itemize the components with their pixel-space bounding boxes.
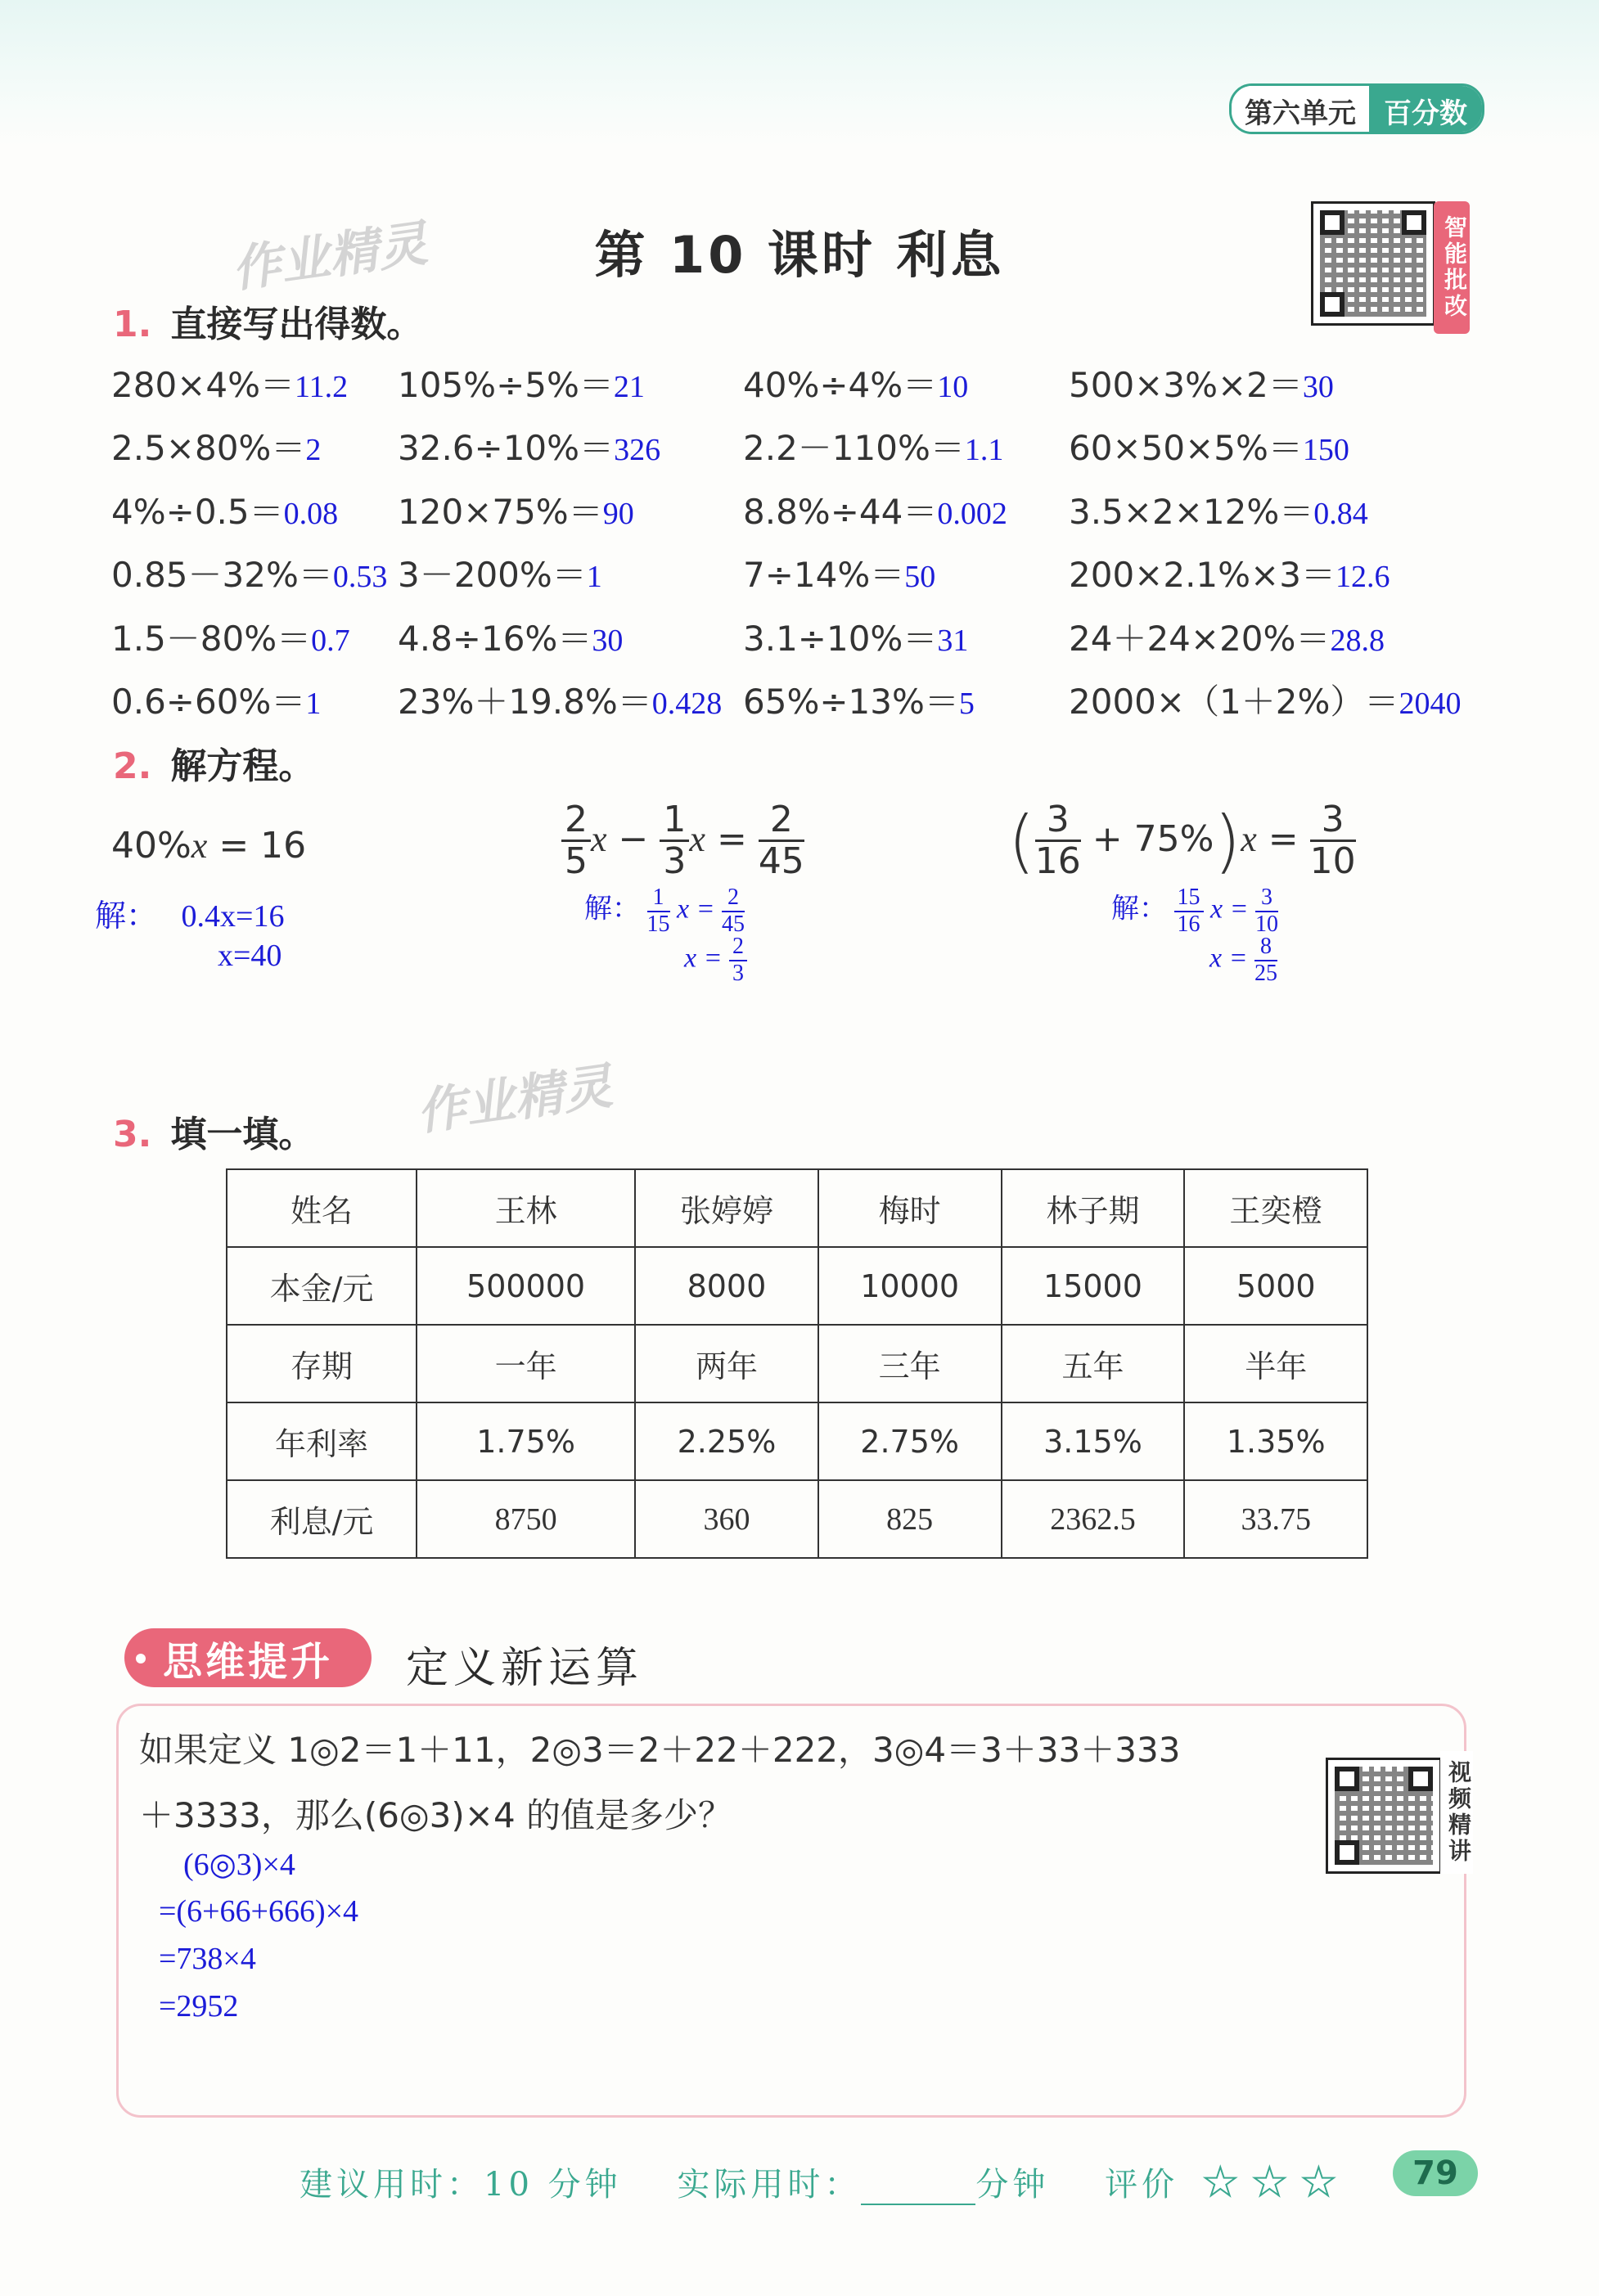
frac-den: 10 [1255,911,1279,937]
problem-line-1: 如果定义 1◎2＝1＋11，2◎3＝2＋22＋222，3◎4＝3＋33＋333 [139,1730,1181,1770]
calc-item [398,421,660,470]
calc-answer[interactable]: 1 [586,560,602,595]
watermark: 作业精灵 [412,1057,616,1142]
interest-answer[interactable]: 2362.5 [1002,1480,1185,1558]
calc-answer[interactable]: 2 [305,433,322,468]
calc-question: 32.6÷10%＝ [398,428,615,469]
eq2-var: x [591,818,607,859]
calc-question: 4%÷0.5＝ [111,491,284,532]
calc-item [1069,548,1390,597]
calc-answer[interactable]: 1.1 [964,433,1004,468]
work-line: =2952 [159,1989,239,2024]
footer [300,2159,1340,2205]
calc-question: 0.85－32%＝ [111,555,333,596]
badge-dot-icon [136,1654,146,1663]
page-number: 79 [1393,2150,1478,2196]
suggested-time: 建议用时：10 分钟 [300,2166,622,2204]
calc-item [743,485,1007,534]
think-title: 定义新运算 [406,1644,644,1693]
watermark: 作业精灵 [227,214,431,299]
calc-question: 1.5－80%＝ [111,618,312,659]
calc-answer[interactable]: 0.428 [651,687,723,721]
table-cell: 利息/元 [227,1480,417,1558]
frac-num: 2 [722,885,745,912]
calc-item [111,548,387,597]
calc-question: 40%÷4%＝ [743,365,938,405]
qr-code-icon[interactable] [1326,1758,1442,1874]
eq2-minus: − [618,817,649,860]
eq1-rhs: = 16 [218,825,307,867]
table-cell: 15000 [1002,1247,1185,1325]
section-title: 填一填。 [170,1114,315,1155]
calc-answer[interactable]: 2040 [1399,687,1462,721]
calc-answer[interactable]: 31 [937,623,969,658]
calc-answer[interactable]: 1 [305,687,322,721]
eq3-var: x [1241,818,1257,859]
eq3-step2-mid: x = [1209,943,1248,974]
topic-label: 百分数 [1369,86,1482,132]
table-cell: 3.15% [1002,1402,1185,1480]
calc-answer[interactable]: 0.08 [283,496,339,531]
calc-question: 7÷14%＝ [743,555,905,596]
calc-item [398,485,634,534]
table-cell: 500000 [417,1247,635,1325]
interest-answer[interactable]: 825 [818,1480,1002,1558]
qr-grading-label: 智能批改 [1434,201,1470,334]
table-cell: 梅时 [818,1169,1002,1247]
eq3-close-paren: ) [1214,800,1241,881]
calc-answer[interactable]: 0.53 [332,560,388,595]
table-cell: 2.25% [635,1402,818,1480]
eq1-step2: x=40 [218,939,282,973]
calc-question: 4.8÷16%＝ [398,618,592,659]
calc-item [111,358,348,407]
eq2-var: x [689,818,705,859]
qr-video-label: 视频精讲 [1440,1751,1473,1874]
calc-answer[interactable]: 28.8 [1330,623,1385,658]
qr-code-icon[interactable] [1311,201,1435,326]
section-title: 直接写出得数。 [170,304,423,345]
frac-den: 3 [732,960,745,986]
calc-answer[interactable]: 90 [602,496,634,531]
interest-answer[interactable]: 360 [635,1480,818,1558]
frac-num: 1 [647,885,670,912]
calc-item [743,612,968,661]
calc-item [111,421,321,470]
table-cell: 两年 [635,1325,818,1402]
table-cell: 1.75% [417,1402,635,1480]
section-1-heading [113,295,422,347]
table-cell: 1.35% [1184,1402,1367,1480]
calc-item [743,548,935,597]
table-cell: 存期 [227,1325,417,1402]
table-row [227,1247,1367,1325]
calc-item [1069,485,1368,534]
calc-answer[interactable]: 0.7 [311,623,350,658]
interest-answer[interactable]: 33.75 [1184,1480,1367,1558]
frac-den: 15 [646,911,670,937]
eq2-equals: = [716,817,747,860]
calc-answer[interactable]: 30 [1302,370,1334,404]
table-cell: 年利率 [227,1402,417,1480]
unit-tag [1229,83,1484,134]
calc-question: 2000×（1＋2%）＝ [1069,682,1399,722]
calc-item [111,485,338,534]
equation-3 [1008,800,1356,882]
calc-item [398,358,645,407]
table-cell: 5000 [1184,1247,1367,1325]
table-header-row [227,1169,1367,1247]
calc-answer[interactable]: 50 [904,560,936,595]
table-row [227,1480,1367,1558]
calc-answer[interactable]: 11.2 [295,370,349,404]
section-number: 2. [113,745,152,787]
interest-answer[interactable]: 8750 [417,1480,635,1558]
calc-item [743,421,1003,470]
calc-answer[interactable]: 10 [937,370,969,404]
eq2-frac3-num: 2 [759,800,804,842]
table-cell: 王奕橙 [1184,1169,1367,1247]
calc-item [1069,358,1334,407]
calc-item [743,358,968,407]
eq2-frac2-num: 1 [660,800,689,842]
calc-question: 8.8%÷44＝ [743,491,938,532]
eq1-lhs: 40% [111,825,191,867]
eq1-var: x [191,826,208,866]
table-cell: 2.75% [818,1402,1002,1480]
calc-question: 3.1÷10%＝ [743,618,938,659]
calc-question: 105%÷5%＝ [398,365,614,405]
actual-time-unit: 分钟 [975,2166,1050,2204]
section-number: 3. [113,1114,152,1155]
calc-question: 3－200%＝ [398,555,587,596]
equation-1 [111,825,306,867]
table-row [227,1402,1367,1480]
frac-den: 45 [722,911,745,937]
work-line: =(6+66+666)×4 [159,1894,359,1929]
frac-num: 15 [1174,885,1204,912]
calc-question: 280×4%＝ [111,365,295,405]
eq3-frac1-num: 3 [1035,800,1081,842]
calc-question: 2.2－110%＝ [743,428,965,469]
calc-question: 200×2.1%×3＝ [1069,555,1336,596]
eq2-frac1-den: 5 [565,840,588,883]
page-title: 第 10 课时 利息 [594,225,1005,285]
equation-2 [561,800,804,882]
calc-item [398,612,623,661]
calc-answer[interactable]: 326 [614,433,661,468]
table-cell: 林子期 [1002,1169,1185,1247]
section-number: 1. [113,304,152,345]
calc-item [1069,675,1461,724]
actual-time-blank[interactable] [861,2179,975,2205]
table-cell: 半年 [1184,1325,1367,1402]
eq2-solution-line1 [584,885,745,938]
table-cell: 本金/元 [227,1247,417,1325]
eq3-solution-line2 [1209,934,1277,987]
calc-question: 0.6÷60%＝ [111,682,306,722]
work-line: =738×4 [159,1942,256,1976]
calc-question: 60×50×5%＝ [1069,428,1303,469]
table-cell: 8000 [635,1247,818,1325]
calc-answer[interactable]: 5 [958,687,975,721]
solution-label: 解： [1111,894,1167,925]
calc-question: 500×3%×2＝ [1069,365,1303,405]
calc-answer[interactable]: 0.002 [937,496,1007,531]
calc-item [111,675,321,724]
eq2-frac2-den: 3 [663,840,687,883]
eq2-frac1-num: 2 [561,800,591,842]
section-3-heading [113,1105,314,1157]
calc-answer[interactable]: 150 [1302,433,1349,468]
solution-label: 解： [584,894,640,925]
section-2-heading [113,736,314,789]
calc-item [398,675,722,724]
eq2-solution-line2 [684,934,747,987]
calc-question: 3.5×2×12%＝ [1069,491,1314,532]
eq3-step1-mid: x = [1210,894,1249,925]
table-cell: 五年 [1002,1325,1185,1402]
star-icon[interactable]: ★ [1251,2159,1291,2205]
rating-label: 评价 [1105,2166,1179,2204]
frac-num: 3 [1255,885,1278,912]
unit-label: 第六单元 [1232,86,1369,132]
calc-item [398,548,602,597]
calc-item [111,612,350,661]
eq1-step1: 0.4x=16 [181,899,285,934]
calc-question: 65%÷13%＝ [743,682,959,722]
actual-time-label: 实际用时： [677,2166,862,2204]
frac-num: 8 [1254,934,1277,961]
eq2-frac3-den: 45 [758,840,804,883]
eq3-plus: + 75% [1092,817,1214,860]
table-cell: 张婷婷 [635,1169,818,1247]
calc-item [1069,421,1349,470]
calc-answer[interactable]: 30 [592,623,624,658]
eq2-step2-mid: x = [684,943,723,974]
eq3-frac2-den: 10 [1309,840,1356,883]
calc-question: 120×75%＝ [398,491,603,532]
star-icon[interactable]: ★ [1300,2159,1340,2205]
eq1-solution-line1 [95,890,284,935]
calc-question: 2.5×80%＝ [111,428,306,469]
eq3-open-paren: ( [1008,800,1035,881]
think-badge: 思维提升 [124,1628,372,1687]
table-row [227,1325,1367,1402]
calc-answer[interactable]: 12.6 [1335,560,1390,595]
calc-item [1069,612,1385,661]
table-cell: 王林 [417,1169,635,1247]
frac-num: 2 [729,934,747,961]
frac-den: 25 [1254,960,1278,986]
calc-item [743,675,975,724]
table-cell: 10000 [818,1247,1002,1325]
calc-question: 24＋24×20%＝ [1069,618,1331,659]
solution-label: 解： [95,899,158,934]
table-cell: 三年 [818,1325,1002,1402]
eq3-frac2-num: 3 [1310,800,1356,842]
calc-answer[interactable]: 21 [613,370,645,404]
work-line: (6◎3)×4 [183,1848,295,1882]
table-cell: 姓名 [227,1169,417,1247]
section-title: 解方程。 [170,745,315,787]
calc-question: 23%＋19.8%＝ [398,682,652,722]
eq2-step1-mid: x = [677,894,715,925]
eq3-frac1-den: 16 [1034,840,1081,883]
table-cell: 一年 [417,1325,635,1402]
star-icon[interactable]: ★ [1202,2159,1242,2205]
interest-table [226,1168,1368,1559]
problem-line-2: ＋3333，那么(6◎3)×4 的值是多少？ [139,1795,733,1835]
eq3-equals: = [1268,817,1299,860]
calc-answer[interactable]: 0.84 [1313,496,1368,531]
eq3-solution-line1 [1111,885,1278,938]
frac-den: 16 [1177,911,1200,937]
